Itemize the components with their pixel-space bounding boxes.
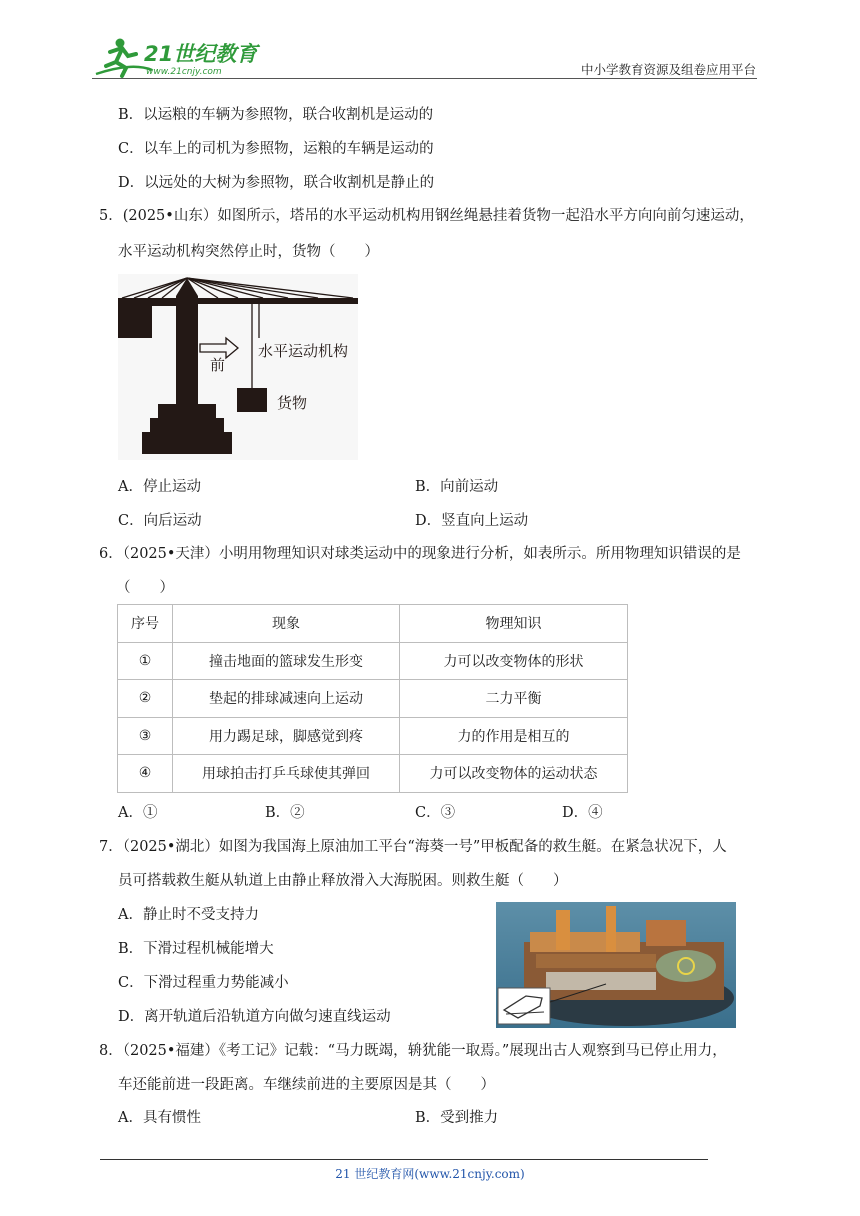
header-divider <box>92 78 757 79</box>
q7-option-a: A．静止时不受支持力 <box>118 907 259 923</box>
q8-stem-line1: 8．（2025•福建）《考工记》记载：“马力既竭，辀犹能一取焉。”展现出古人观察到马已停止用力， <box>99 1043 727 1059</box>
q4-option-c: C．以车上的司机为参照物，运粮的车辆是运动的 <box>118 141 434 157</box>
table-cell: 二力平衡 <box>400 680 628 718</box>
q4-option-b: B．以运粮的车辆为参照物，联合收割机是运动的 <box>118 107 434 123</box>
logo-text: 21世纪教育 <box>144 42 258 66</box>
q4-option-d: D．以远处的大树为参照物，联合收割机是静止的 <box>118 175 435 191</box>
table-row <box>118 755 628 793</box>
q6-stem-line2: （ ） <box>116 580 174 596</box>
table-cell: ③ <box>118 717 173 755</box>
table-cell: 力的作用是相互的 <box>400 717 628 755</box>
q5-option-b: B．向前运动 <box>415 479 499 495</box>
q7-option-d: D．离开轨道后沿轨道方向做匀速直线运动 <box>118 1009 391 1025</box>
table-header-index: 序号 <box>118 605 173 643</box>
q7-stem-line1: 7．（2025•湖北）如图为我国海上原油加工平台“海葵一号”甲板配备的救生艇。在紧急状况下，人 <box>99 839 727 855</box>
table-cell: 力可以改变物体的运动状态 <box>400 755 628 793</box>
table-row <box>118 717 628 755</box>
table-cell: ④ <box>118 755 173 793</box>
table-cell: 用球拍击打乒乓球使其弹回 <box>173 755 400 793</box>
q7-option-c: C．下滑过程重力势能减小 <box>118 975 289 991</box>
q6-option-a: A．① <box>118 805 158 821</box>
label-mechanism: 水平运动机构 <box>258 342 349 360</box>
label-cargo: 货物 <box>277 394 308 412</box>
q8-option-b: B．受到推力 <box>415 1110 499 1126</box>
table-header-row <box>118 605 628 643</box>
q6-stem-line1: 6．（2025•天津）小明用物理知识对球类运动中的现象进行分析，如表所示。所用物理知识错误的是 <box>99 546 741 562</box>
q7-option-b: B．下滑过程机械能增大 <box>118 941 274 957</box>
physics-table <box>117 604 628 793</box>
q5-option-d: D．竖直向上运动 <box>415 513 529 529</box>
table-row <box>118 642 628 680</box>
table-cell: ① <box>118 642 173 680</box>
footer-divider <box>100 1159 708 1160</box>
oil-platform-photo <box>496 902 736 1028</box>
table-header-phenomenon: 现象 <box>173 605 400 643</box>
table-cell: 垫起的排球减速向上运动 <box>173 680 400 718</box>
table-cell: 用力踢足球，脚感觉到疼 <box>173 717 400 755</box>
table-cell: 力可以改变物体的形状 <box>400 642 628 680</box>
logo-url: www.21cnjy.com <box>146 67 222 77</box>
footer-link[interactable]: 21 世纪教育网(www.21cnjy.com) <box>335 1167 525 1181</box>
q6-option-d: D．④ <box>562 805 603 821</box>
tower-crane-figure <box>118 274 358 460</box>
table-cell: 撞击地面的篮球发生形变 <box>173 642 400 680</box>
label-front: 前 <box>210 356 226 374</box>
table-cell: ② <box>118 680 173 718</box>
table-row <box>118 680 628 718</box>
q8-option-a: A．具有惯性 <box>118 1110 201 1126</box>
q5-option-c: C．向后运动 <box>118 513 202 529</box>
q6-option-b: B．② <box>265 805 305 821</box>
q7-stem-line2: 员可搭载救生艇从轨道上由静止释放滑入大海脱困。则救生艇（ ） <box>118 873 568 889</box>
q5-stem-line2: 水平运动机构突然停止时，货物（ ） <box>118 244 379 260</box>
q5-option-a: A．停止运动 <box>118 479 201 495</box>
q5-stem-line1: 5．(2025•山东）如图所示，塔吊的水平运动机构用钢丝绳悬挂着货物一起沿水平方向向前匀速运动， <box>99 208 754 224</box>
table-header-knowledge: 物理知识 <box>400 605 628 643</box>
header-slogan: 中小学教育资源及组卷应用平台 <box>580 62 756 77</box>
site-logo <box>92 34 262 82</box>
q6-option-c: C．③ <box>415 805 456 821</box>
q8-stem-line2: 车还能前进一段距离。车继续前进的主要原因是其（ ） <box>118 1077 495 1093</box>
